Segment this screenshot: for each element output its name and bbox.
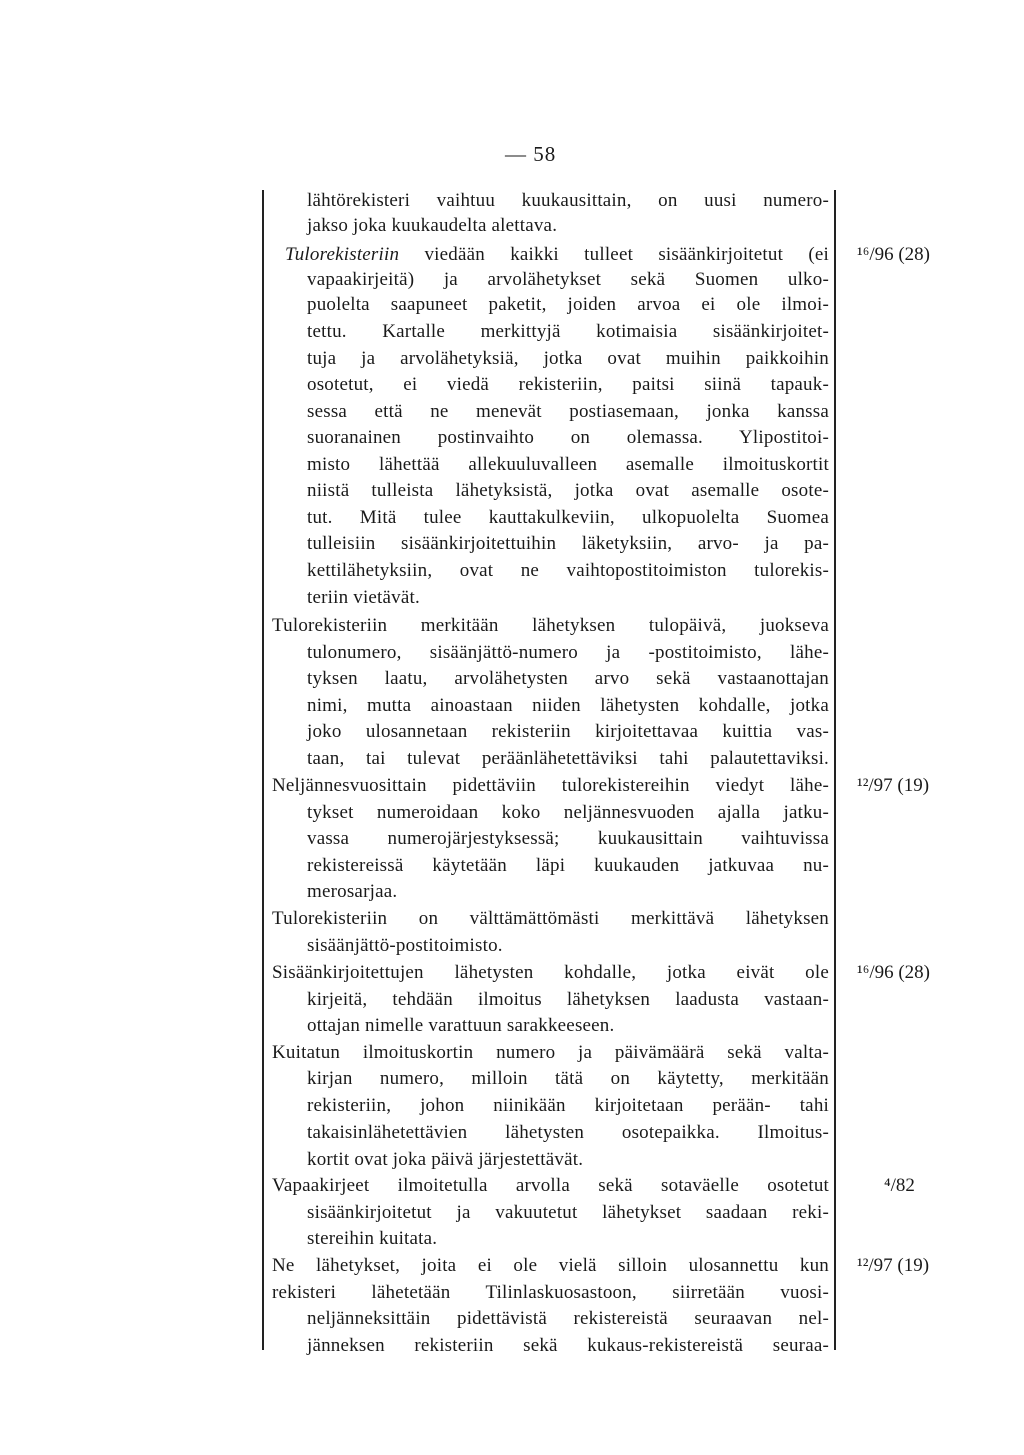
text-line: puolelta saapuneet paketit, joiden arvoa ei ole ilmoi- [307, 294, 829, 315]
text-line: tulleisiin sisäänkirjoitettuihin läketyksiin, arvo- ja pa- [307, 533, 829, 554]
text-line: stereihin kuitata. [307, 1228, 438, 1249]
text-line: lähtörekisteri vaihtuu kuukausittain, on uusi numero- [307, 190, 829, 211]
text-line: Ne lähetykset, joita ei ole vielä silloin ulosannettu kun [272, 1255, 829, 1276]
italic-term: Tulorekisteriin [285, 244, 400, 265]
text-line: rekisteri lähetetään Tilinlaskuosastoon, siirretään vuosi- [272, 1282, 829, 1303]
text-line [285, 243, 829, 267]
text-line: sisäänkirjoitetut ja vakuutetut lähetykset saadaan reki- [307, 1202, 829, 1223]
text-line: tettu. Kartalle merkittyjä kotimaisia sisäänkirjoitet- [307, 321, 829, 342]
text-line: tykset numeroidaan koko neljännesvuoden ajalla jatku- [307, 802, 829, 823]
text-line: Kuitatun ilmoituskortin numero ja päivämäärä sekä valta- [272, 1042, 829, 1063]
text-line: kirjan numero, milloin tätä on käytetty, merkitään [307, 1068, 829, 1089]
text-line: suoranainen postinvaihto on olemassa. Ylipostitoi- [307, 427, 829, 448]
text-line: tulonumero, sisäänjättö-numero ja -postitoimisto, lähe- [307, 642, 829, 663]
text-line: kettilähetyksiin, ovat ne vaihtopostitoimiston tulorekis- [307, 560, 829, 581]
text-line: nimi, mutta ainoastaan niiden lähetysten kohdalle, jotka [307, 695, 829, 716]
left-column-rule [262, 190, 264, 1350]
text-line: rekistereissä käytetään läpi kuukauden jatkuvaa nu- [307, 855, 829, 876]
text-line: tuja ja arvolähetyksiä, jotka ovat muihin paikkoihin [307, 348, 829, 369]
text-line: vassa numerojärjestyksessä; kuukausittain vaihtuvissa [307, 828, 829, 849]
text-line: vapaakirjeitä) ja arvolähetykset sekä Suomen ulko- [307, 269, 829, 290]
text-line: rekisteriin, johon niinikään kirjoitetaan perään- tahi [307, 1095, 829, 1116]
text-line: kirjeitä, tehdään ilmoitus lähetyksen laadusta vastaan- [307, 989, 829, 1010]
text-line: sisäänjättö-postitoimisto. [307, 935, 503, 956]
text-line: ottajan nimelle varattuun sarakkeeseen. [307, 1015, 615, 1036]
text-line: Tulorekisteriin merkitään lähetyksen tulopäivä, juokseva [272, 615, 829, 636]
margin-note: ⁴/82 [884, 1175, 915, 1196]
margin-note: ¹⁶/96 (28) [857, 962, 931, 983]
text-line: joko ulosannetaan rekisteriin kirjoitettavaa kuittia vas- [307, 721, 829, 742]
text-line-rest: viedään kaikki tulleet sisäänkirjoitetut (ei [399, 244, 829, 265]
text-line: misto lähettää allekuuluvalleen asemalle ilmoituskortit [307, 454, 829, 475]
text-line: teriin vietävät. [307, 587, 420, 608]
text-line: niistä tulleista lähetyksistä, jotka ovat asemalle osote- [307, 480, 829, 501]
margin-note: ¹²/97 (19) [857, 1255, 930, 1276]
text-line: taan, tai tulevat peräänlähetettäviksi tahi palautettaviksi. [307, 748, 829, 769]
text-line: Sisäänkirjoitettujen lähetysten kohdalle, jotka eivät ole [272, 962, 829, 983]
page-number: — 58 [505, 142, 557, 166]
text-line: tut. Mitä tulee kauttakulkeviin, ulkopuolelta Suomea [307, 507, 829, 528]
right-column-rule [834, 190, 836, 1350]
margin-note: ¹²/97 (19) [857, 775, 930, 796]
text-line: Vapaakirjeet ilmoitetulla arvolla sekä sotaväelle osotetut [272, 1175, 829, 1196]
text-line: jakso joka kuukaudelta alettava. [307, 215, 558, 236]
text-line: takaisinlähetettävien lähetysten osotepaikka. Ilmoitus- [307, 1122, 829, 1143]
text-line: sessa että ne menevät postiasemaan, jonka kanssa [307, 401, 829, 422]
text-line: jänneksen rekisteriin sekä kukaus-rekistereistä seuraa- [307, 1335, 829, 1356]
text-line: osotetut, ei viedä rekisteriin, paitsi siinä tapauk- [307, 374, 829, 395]
text-line: tyksen laatu, arvolähetysten arvo sekä vastaanottajan [307, 668, 829, 689]
margin-note: ¹⁶/96 (28) [857, 244, 931, 265]
text-line: Tulorekisteriin on välttämättömästi merkittävä lähetyksen [272, 908, 829, 929]
text-line: kortit ovat joka päivä järjestettävät. [307, 1149, 584, 1170]
text-line: neljänneksittäin pidettävistä rekistereistä seuraavan nel- [307, 1308, 829, 1329]
text-line: Neljännesvuosittain pidettäviin tulorekistereihin viedyt lähe- [272, 775, 829, 796]
text-line: merosarjaa. [307, 881, 398, 902]
